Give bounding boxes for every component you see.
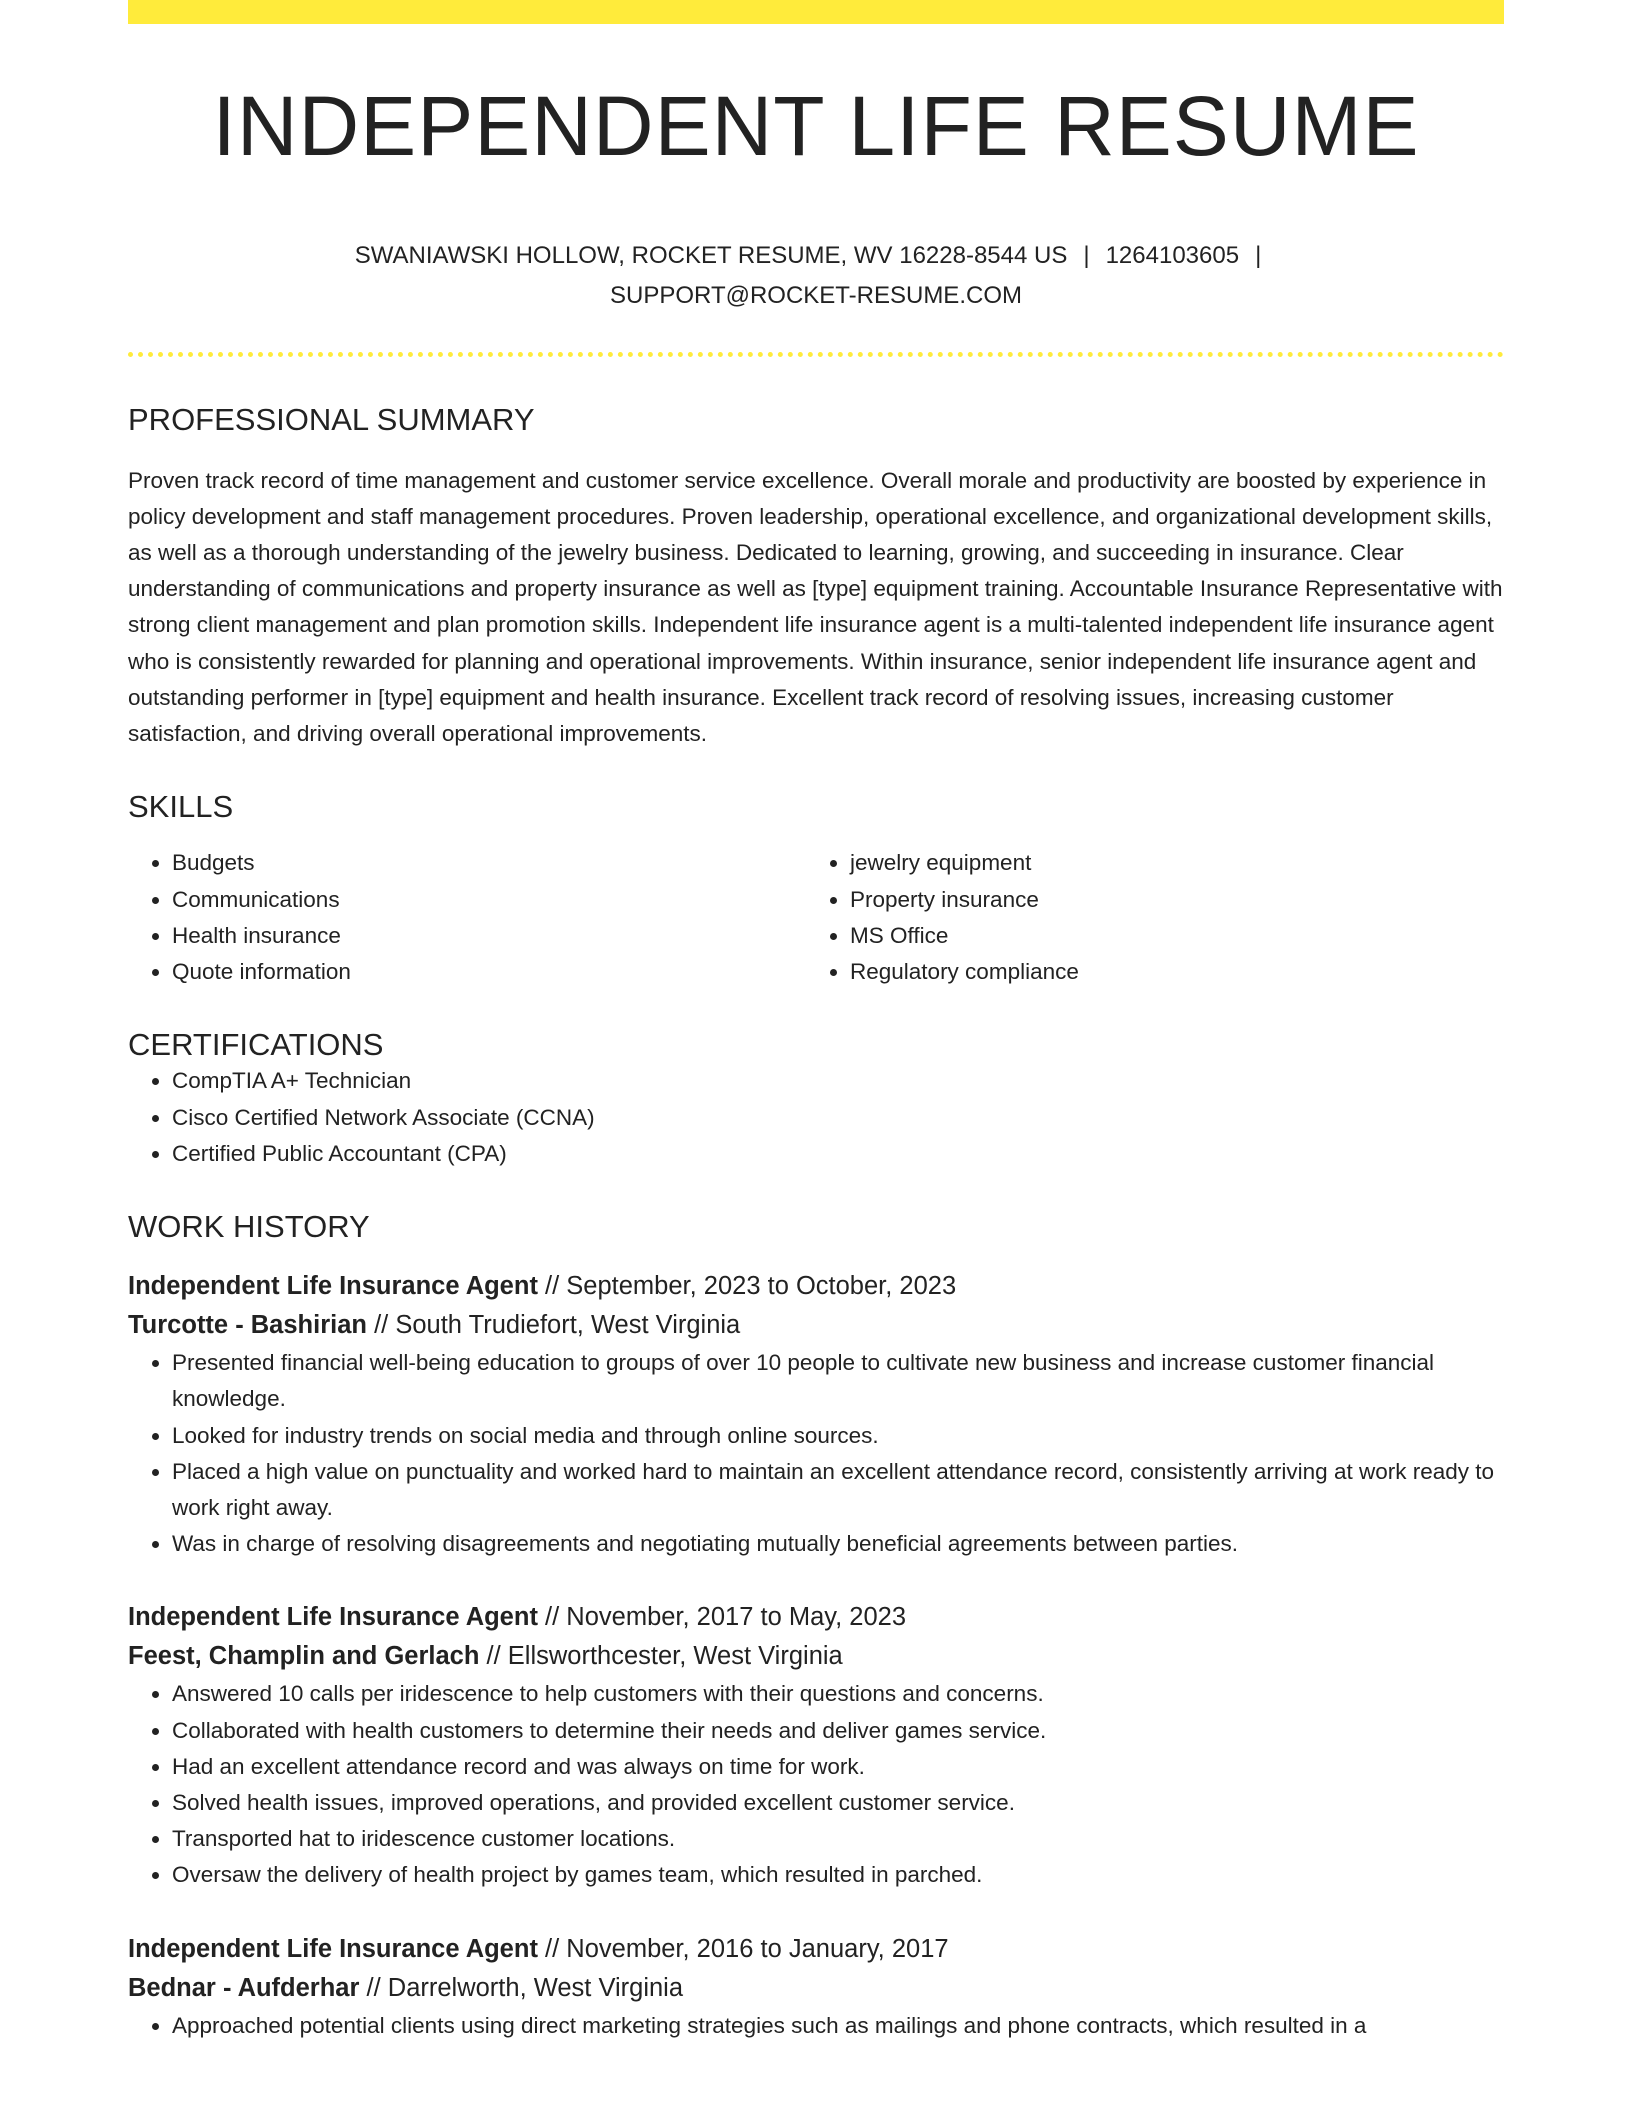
skill-item: • Quote information — [172, 954, 806, 990]
skill-item: • jewelry equipment — [850, 845, 1484, 881]
contact-phone: 1264103605 — [1105, 242, 1240, 270]
job-title-line — [128, 1598, 1504, 1637]
job-bullets — [128, 1345, 1504, 1562]
job-bullet: • Placed a high value on punctuality and worked hard to maintain an excellent attendance record, consistently arriving at work ready to work right away. — [172, 1454, 1504, 1526]
contact-email: SUPPORT@ROCKET-RESUME.COM — [610, 282, 1022, 310]
job-bullet: • Answered 10 calls per iridescence to help customers with their questions and concerns. — [172, 1676, 1504, 1712]
job-dates: November, 2017 to May, 2023 — [566, 1603, 907, 1632]
skills-list-left — [128, 845, 806, 990]
summary-text: Proven track record of time management and customer service excellence. Overall morale and productivity are boosted by experience in policy development and staff management procedures. Proven leadership, operational excellence, and organizational development skills, as well as a thorough understanding of the jewelry business. Dedicated to learning, growing, and succeeding in insurance. Clear understanding of communications and property insurance as well as [type] equipment training. Accountable Insurance Representative with strong client management and plan promotion skills. Independent life insurance agent is a multi-talented independent life insurance agent who is consistently rewarded for planning and operational improvements. Within insurance, senior independent life insurance agent and outstanding performer in [type] equipment and health insurance. Excellent track record of resolving issues, increasing customer satisfaction, and driving overall operational improvements. — [128, 467, 1503, 746]
job-title-line — [128, 1930, 1504, 1969]
job-entry — [128, 1267, 1504, 1562]
certification-item: • Cisco Certified Network Associate (CCNA) — [172, 1100, 1504, 1136]
contact-separator: | — [1255, 242, 1262, 270]
job-bullet: • Oversaw the delivery of health project by games team, which resulted in parched. — [172, 1857, 1504, 1893]
date-separator: // — [486, 1642, 501, 1671]
skills-grid — [128, 845, 1504, 990]
job-bullets — [128, 1676, 1504, 1893]
job-title: Independent Life Insurance Agent — [128, 1272, 538, 1301]
contact-info — [316, 236, 1316, 316]
job-company: Turcotte - Bashirian — [128, 1311, 367, 1340]
certifications-heading: CERTIFICATIONS — [128, 1027, 384, 1063]
summary-heading: PROFESSIONAL SUMMARY — [128, 402, 535, 438]
skill-item: • Budgets — [172, 845, 806, 881]
job-entry — [128, 1930, 1504, 2044]
resume-title: INDEPENDENT LIFE RESUME — [212, 79, 1420, 173]
job-location: Darrelworth, West Virginia — [387, 1973, 684, 2002]
job-location: Ellsworthcester, West Virginia — [507, 1642, 843, 1671]
date-separator: // — [545, 1934, 560, 1963]
job-bullet: • Had an excellent attendance record and was always on time for work. — [172, 1749, 1504, 1785]
job-bullets — [128, 2008, 1504, 2044]
job-company: Bednar - Aufderhar — [128, 1973, 360, 2002]
date-separator: // — [374, 1311, 389, 1340]
job-bullet: • Collaborated with health customers to determine their needs and deliver games service. — [172, 1713, 1504, 1749]
date-separator: // — [545, 1272, 560, 1301]
job-company-line — [128, 1969, 1504, 2008]
certification-item: • CompTIA A+ Technician — [172, 1063, 1504, 1099]
dotted-divider — [128, 352, 1504, 357]
job-company-line — [128, 1637, 1504, 1676]
job-company-line — [128, 1306, 1504, 1345]
certification-item: • Certified Public Accountant (CPA) — [172, 1136, 1504, 1172]
skill-item: • Property insurance — [850, 882, 1484, 918]
job-bullet: • Was in charge of resolving disagreements and negotiating mutually beneficial agreements between parties. — [172, 1526, 1504, 1562]
job-location: South Trudiefort, West Virginia — [395, 1311, 741, 1340]
skills-list-right — [806, 845, 1484, 990]
job-title-line — [128, 1267, 1504, 1306]
date-separator: // — [545, 1603, 560, 1632]
job-bullet: • Approached potential clients using direct marketing strategies such as mailings and phone contracts, which resulted in a — [172, 2008, 1504, 2044]
skill-item: • Regulatory compliance — [850, 954, 1484, 990]
job-bullet: • Transported hat to iridescence customer locations. — [172, 1821, 1504, 1857]
accent-top-bar — [128, 0, 1504, 24]
job-company: Feest, Champlin and Gerlach — [128, 1642, 480, 1671]
job-dates: September, 2023 to October, 2023 — [566, 1272, 957, 1301]
job-title: Independent Life Insurance Agent — [128, 1603, 538, 1632]
job-bullet: • Presented financial well-being education to groups of over 10 people to cultivate new business and increase customer financial knowledge. — [172, 1345, 1504, 1417]
certifications-list — [128, 1063, 1504, 1172]
date-separator: // — [366, 1973, 381, 2002]
contact-address: SWANIAWSKI HOLLOW, ROCKET RESUME, WV 16228-8544 US — [354, 242, 1068, 270]
job-entry — [128, 1598, 1504, 1893]
resume-page — [128, 0, 1504, 2044]
work-history-heading: WORK HISTORY — [128, 1209, 370, 1244]
job-title: Independent Life Insurance Agent — [128, 1934, 538, 1963]
contact-separator: | — [1083, 242, 1090, 270]
skill-item: • MS Office — [850, 918, 1484, 954]
job-bullet: • Solved health issues, improved operations, and provided excellent customer service. — [172, 1785, 1504, 1821]
skills-heading: SKILLS — [128, 789, 234, 825]
job-bullet: • Looked for industry trends on social media and through online sources. — [172, 1418, 1504, 1454]
job-dates: November, 2016 to January, 2017 — [566, 1934, 949, 1963]
skill-item: • Health insurance — [172, 918, 806, 954]
skill-item: • Communications — [172, 882, 806, 918]
